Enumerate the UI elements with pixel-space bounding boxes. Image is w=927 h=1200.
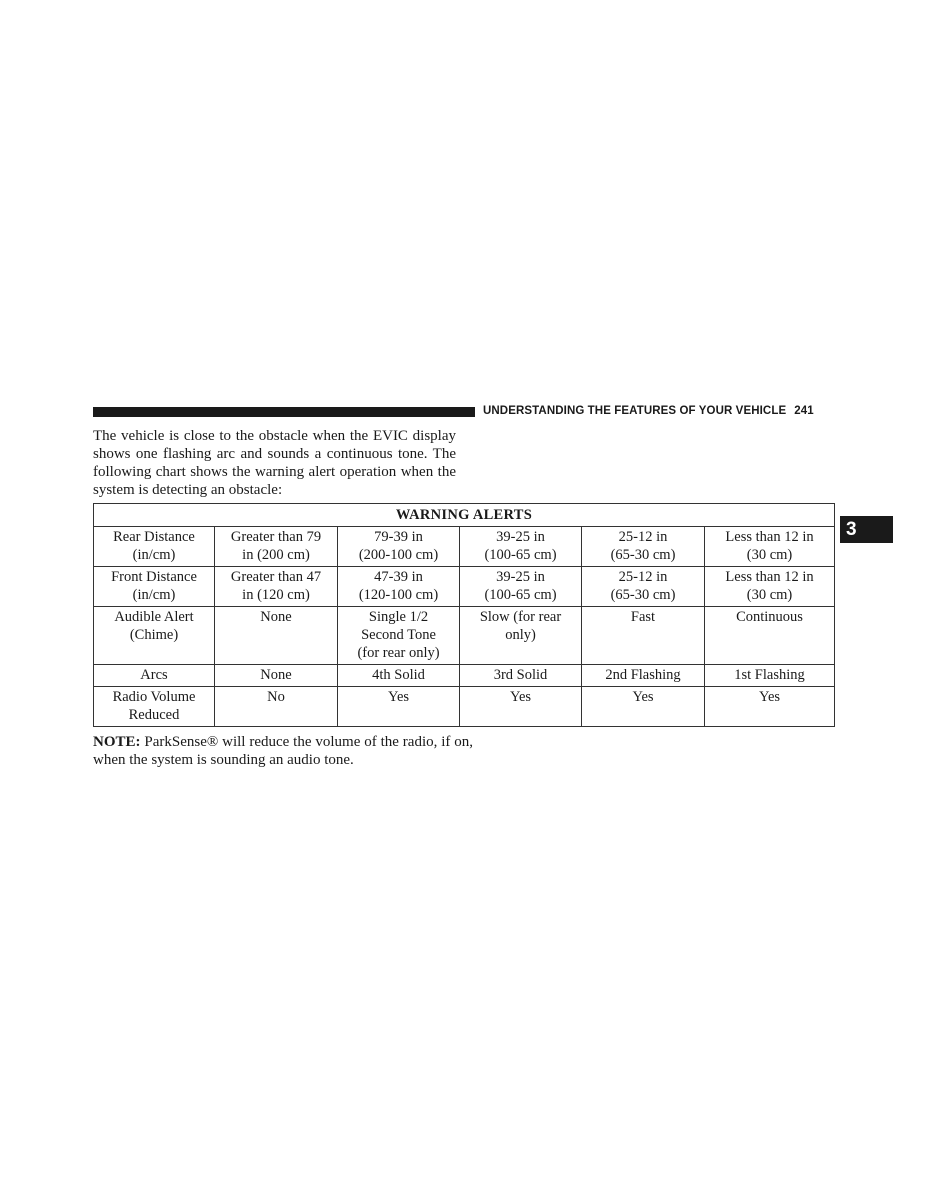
table-cell <box>705 607 835 665</box>
note-text: ParkSense® will reduce the volume of the radio, if on, when the system is sounding an audio tone. <box>93 734 474 768</box>
table-cell <box>582 527 705 567</box>
table-row <box>94 687 835 727</box>
table-cell <box>705 687 835 727</box>
table-cell <box>215 607 338 665</box>
row-label-line: Front Distance <box>111 569 197 585</box>
table-cell <box>582 687 705 727</box>
table-cell <box>582 567 705 607</box>
table-row <box>94 527 835 567</box>
table-body <box>94 527 835 727</box>
cell-line: (100-65 cm) <box>484 547 557 563</box>
cell-line: Less than 12 in <box>725 569 814 585</box>
cell-line: (100-65 cm) <box>484 587 557 603</box>
table-cell <box>460 527 582 567</box>
intro-paragraph: The vehicle is close to the obstacle when the EVIC display shows one flashing arc and sounds a continuous tone. The following chart shows the warning alert operation when the system is detecting an obstacle: <box>93 428 456 498</box>
row-label-line: (in/cm) <box>132 587 176 603</box>
cell-line: No <box>267 689 285 705</box>
cell-line: (30 cm) <box>746 547 793 563</box>
row-label-cell <box>94 687 215 727</box>
table-cell <box>705 665 835 687</box>
chapter-tab <box>840 516 893 543</box>
table-title: WARNING ALERTS <box>94 504 835 527</box>
cell-line: in (120 cm) <box>242 587 310 603</box>
cell-line: 47-39 in <box>374 569 423 585</box>
row-label-line: (Chime) <box>129 627 179 643</box>
table-cell <box>338 687 460 727</box>
cell-line: Greater than 47 <box>230 569 322 585</box>
table-cell <box>582 665 705 687</box>
header-rule <box>93 407 475 417</box>
section-title: UNDERSTANDING THE FEATURES OF YOUR VEHICLE <box>483 405 787 417</box>
cell-line: only) <box>505 627 536 643</box>
table-cell <box>460 607 582 665</box>
table-title-row <box>94 504 835 527</box>
table-cell <box>582 607 705 665</box>
table-cell <box>460 665 582 687</box>
table-cell <box>338 607 460 665</box>
row-label-line: (in/cm) <box>132 547 176 563</box>
table-cell <box>705 527 835 567</box>
table-cell <box>215 527 338 567</box>
cell-line: Yes <box>387 689 410 705</box>
cell-line: (120-100 cm) <box>358 587 439 603</box>
row-label-cell <box>94 567 215 607</box>
cell-line: 3rd Solid <box>493 667 548 683</box>
cell-line: Greater than 79 <box>230 529 322 545</box>
chapter-number: 3 <box>846 519 857 540</box>
table-cell <box>215 665 338 687</box>
cell-line: 25-12 in <box>618 529 668 545</box>
cell-line: 1st Flashing <box>734 667 805 683</box>
table-cell <box>338 665 460 687</box>
cell-line: (30 cm) <box>746 587 793 603</box>
row-label-line: Audible Alert <box>114 609 194 625</box>
cell-line: Continuous <box>736 609 803 625</box>
row-label-cell <box>94 527 215 567</box>
cell-line: (for rear only) <box>357 645 440 661</box>
cell-line: Slow (for rear <box>479 609 562 625</box>
cell-line: in (200 cm) <box>242 547 310 563</box>
note-label: NOTE: <box>93 734 141 750</box>
page-number: 241 <box>794 405 814 417</box>
table-row <box>94 607 835 665</box>
row-label-line: Reduced <box>128 707 180 723</box>
cell-line: None <box>260 609 292 625</box>
row-label-line: Rear Distance <box>113 529 195 545</box>
table-cell <box>215 567 338 607</box>
row-label-cell <box>94 607 215 665</box>
cell-line: 39-25 in <box>496 529 545 545</box>
table-cell <box>215 687 338 727</box>
note-paragraph <box>93 733 473 769</box>
cell-line: Yes <box>758 689 781 705</box>
warning-alerts-table <box>93 503 835 727</box>
cell-line: 39-25 in <box>496 569 545 585</box>
table-row <box>94 567 835 607</box>
cell-line: (65-30 cm) <box>610 547 676 563</box>
cell-line: 79-39 in <box>374 529 423 545</box>
row-label-line: Radio Volume <box>112 689 196 705</box>
cell-line: Single 1/2 <box>368 609 429 625</box>
table-cell <box>460 567 582 607</box>
row-label-line: Arcs <box>140 667 168 683</box>
running-header <box>483 405 835 417</box>
cell-line: None <box>260 667 292 683</box>
cell-line: 2nd Flashing <box>605 667 681 683</box>
row-label-cell <box>94 665 215 687</box>
cell-line: Yes <box>509 689 532 705</box>
table-cell <box>338 567 460 607</box>
cell-line: Second Tone <box>361 627 436 643</box>
cell-line: Less than 12 in <box>725 529 814 545</box>
cell-line: (65-30 cm) <box>610 587 676 603</box>
cell-line: (200-100 cm) <box>358 547 439 563</box>
cell-line: 4th Solid <box>372 667 425 683</box>
table-row <box>94 665 835 687</box>
table-cell <box>705 567 835 607</box>
table-cell <box>460 687 582 727</box>
cell-line: Yes <box>632 689 654 705</box>
cell-line: Fast <box>630 609 656 625</box>
cell-line: 25-12 in <box>618 569 668 585</box>
table-cell <box>338 527 460 567</box>
